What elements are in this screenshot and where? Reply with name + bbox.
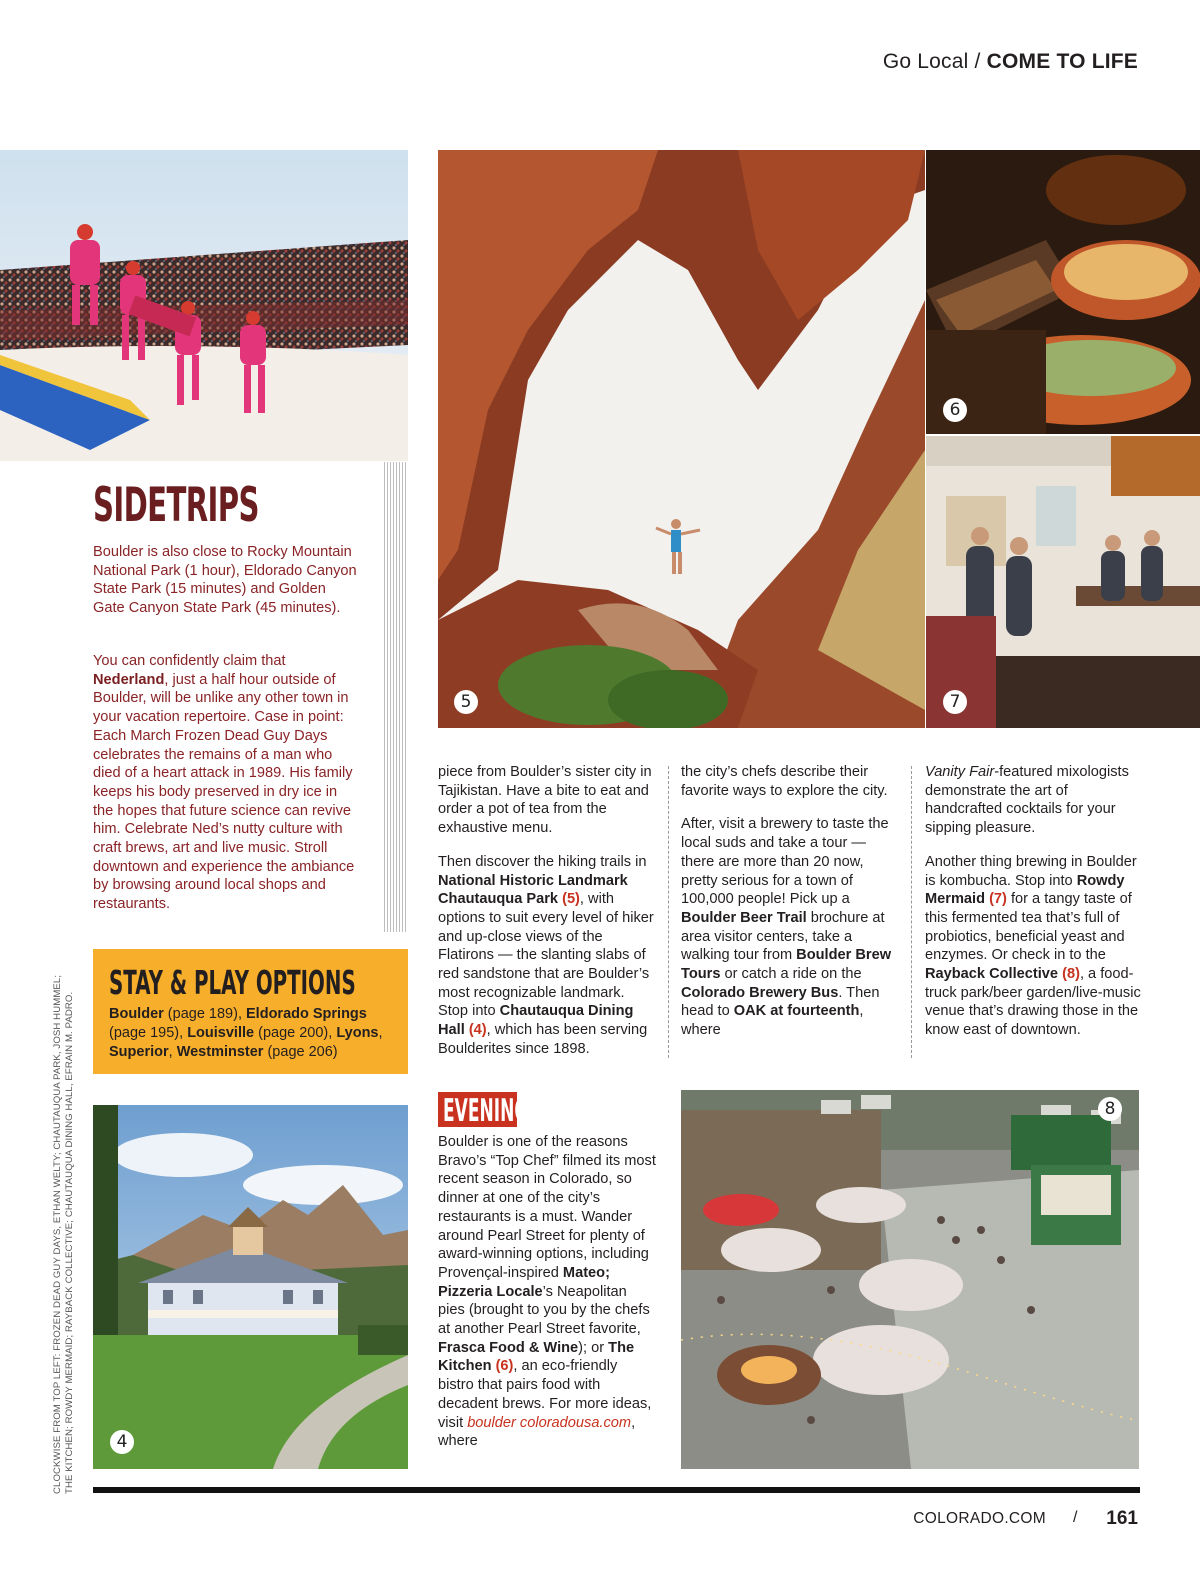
text-run: or catch a ride on the xyxy=(720,966,862,983)
article-column-3 xyxy=(925,763,1143,1055)
boulder-brew-tours-name: Boulder Brew Tours xyxy=(681,947,892,983)
evening-label-box xyxy=(438,1092,529,1129)
stay-play-box xyxy=(93,949,408,1074)
evening-text xyxy=(438,1133,656,1451)
text-run: , which has been serving Boulderites since 1898. xyxy=(438,1022,648,1057)
text-run: ); or xyxy=(578,1339,609,1356)
col1-paragraph-1: piece from Boulder’s sister city in Tajikistan. Have a bite to eat and order a pot of tea from the exhaustive menu. xyxy=(438,764,652,837)
chautauqua-dining-hall-name: Chautauqua Dining Hall xyxy=(438,1003,634,1039)
restaurant-frasca: Frasca Food & Wine xyxy=(438,1339,579,1356)
sidetrips-nearby-parks: Boulder is also close to Rocky Mountain National Park (1 hour), Eldorado Canyon State Park (15 minutes) and Golden Gate Canyon State Park (45 minutes). xyxy=(93,544,357,617)
text-run: , where xyxy=(438,1414,636,1450)
rowdy-mermaid-photo xyxy=(926,436,1200,728)
text-run: , where xyxy=(681,1003,864,1039)
evening-paragraph xyxy=(438,1133,656,1451)
the-kitchen-food-photo xyxy=(926,150,1200,434)
footer-separator: / xyxy=(1073,1509,1078,1526)
col2-paragraph-2 xyxy=(681,815,899,1039)
text-run: After, visit a brewery to taste the local suds and take a tour — there are more than 20 now, pretty serious for a town of 100,000 people! Pick up a xyxy=(681,816,889,908)
text-run: ’s Neapolitan pies (brought to you by the chefs at another Pearl Street favorite, xyxy=(438,1283,650,1338)
oak-at-fourteenth-name: OAK at fourteenth xyxy=(733,1003,860,1020)
sidetrips-heading: SIDETRIPS xyxy=(93,478,259,533)
photo-ref-4: (4) xyxy=(464,1022,487,1039)
stay-play-list xyxy=(109,1005,399,1062)
restaurant-mateo-pizzeria-locale: Mateo; Pizzeria Locale xyxy=(438,1264,610,1300)
town-lyons: Lyons xyxy=(336,1025,379,1041)
town-westminster: Westminster xyxy=(176,1044,264,1060)
col3-paragraph-2 xyxy=(925,853,1143,1040)
colorado-brewery-bus-name: Colorado Brewery Bus xyxy=(681,984,839,1001)
town-superior: Superior xyxy=(109,1044,169,1060)
photo-number-4: 4 xyxy=(110,1430,134,1454)
evening-heading: EVENING xyxy=(443,1093,529,1129)
article-column-1 xyxy=(438,763,656,1074)
text-run: -featured mixologists demonstrate the art of handcrafted cocktails for your sipping pleasure. xyxy=(925,764,1129,837)
page-number: 161 xyxy=(1106,1508,1138,1529)
col1-paragraph-2 xyxy=(438,853,656,1059)
photo-credit: CLOCKWISE FROM TOP LEFT: FROZEN DEAD GUY DAYS, ETHAN WELTY; CHAUTAUQUA PARK, JOSH HUMMEL; THE KITCHEN; ROWDY MERMAID; RAYBACK COLLECTIVE; CHAUTAUQUA DINING HALL, EFRAIN M. PADRO. xyxy=(52,974,75,1494)
photo-ref-6: (6) xyxy=(491,1358,514,1375)
town-eldorado-springs: Eldorado Springs xyxy=(246,1006,367,1022)
vanity-fair-name: Vanity Fair xyxy=(925,764,995,780)
page-ref: (page 200), xyxy=(254,1025,337,1041)
text-run: . Then head to xyxy=(681,984,880,1020)
photo-number-7: 7 xyxy=(943,690,967,714)
footer-rule xyxy=(93,1487,1140,1493)
town-boulder: Boulder xyxy=(109,1006,164,1022)
photo-number-5: 5 xyxy=(454,690,478,714)
footer-website: COLORADO.COM xyxy=(913,1510,1046,1527)
sidetrips-nederland-text xyxy=(93,652,358,914)
chautauqua-dining-hall-photo xyxy=(93,1105,408,1469)
page-ref: (page 189), xyxy=(163,1006,247,1022)
rayback-collective-name: Rayback Collective xyxy=(925,966,1059,983)
col3-paragraph-1 xyxy=(925,763,1143,838)
boulder-beer-trail-name: Boulder Beer Trail xyxy=(681,909,807,926)
frozen-dead-guy-photo xyxy=(0,150,408,461)
column-divider xyxy=(668,766,669,1058)
photo-number-6: 6 xyxy=(943,398,967,422)
text-run: for a tangy taste of this fermented tea that’s full of probiotics, beneficial yeast and enzymes. Or check in to the xyxy=(925,891,1132,964)
text-run: Boulder is one of the reasons Bravo’s “Top Chef” filmed its most recent season in Colorado, so dinner at one of the city’s restaurants is a must. Wander around Pearl Street for plenty of award-winning options, including Provençal-inspired xyxy=(438,1134,656,1281)
text-run: Then discover the hiking trails in xyxy=(438,853,647,870)
website-link[interactable]: boulder coloradousa.com xyxy=(467,1414,632,1431)
stay-play-heading: STAY & PLAY OPTIONS xyxy=(109,963,356,1002)
text-run: , a food-truck park/beer garden/live-music venue that’s drawing those in the know east of downtown. xyxy=(925,966,1141,1039)
header-separator: / xyxy=(974,50,981,73)
rowdy-mermaid-name: Rowdy Mermaid xyxy=(925,872,1125,908)
section-name: Go Local xyxy=(882,50,969,73)
text-run: , with options to suit every level of hiker and up-close views of the Flatirons — the slanting slabs of red sandstone that are Boulder’s most recognizable landmark. Stop into xyxy=(438,891,654,1020)
page-ref: (page 206) xyxy=(263,1044,338,1060)
sidetrips-paragraph-2 xyxy=(93,652,358,914)
nederland-name: Nederland xyxy=(93,671,165,688)
photo-number-8: 8 xyxy=(1098,1097,1122,1121)
text-run: brochure at area visitor centers, take a walking tour from xyxy=(681,909,885,964)
list-separator: , xyxy=(378,1025,383,1041)
list-separator: , xyxy=(168,1044,177,1060)
section-title: COME TO LIFE xyxy=(986,50,1138,73)
article-column-2 xyxy=(681,763,899,1055)
town-louisville: Louisville xyxy=(187,1025,255,1041)
sidetrips-nederland-body: , just a half hour outside of Boulder, will be unlike any other town in your vacation repertoire. Case in point: Each March Frozen Dead Guy Days celebrates the remains of a man who died of a heart attack in 1989. His family keeps his body preserved in dry ice in the hopes that future science can revive him. Celebrate Ned’s nutty culture with craft brews, art and live music. Stroll downtown and experience the ambiance by browsing around local shops and restaurants. xyxy=(93,671,355,913)
sidetrips-paragraph-1 xyxy=(93,543,358,618)
sidetrips-intro: You can confidently claim that xyxy=(93,653,286,669)
photo-ref-8: (8) xyxy=(1058,966,1080,983)
text-run: , an eco-friendly bistro that pairs food with decadent brews. For more ideas, visit xyxy=(438,1358,652,1431)
photo-ref-7: (7) xyxy=(985,891,1007,908)
chautauqua-park-name: National Historic Landmark Chautauqua Park xyxy=(438,872,628,908)
rayback-collective-photo xyxy=(681,1090,1139,1469)
page-header xyxy=(883,50,1138,74)
decorative-dotted-bar xyxy=(384,462,408,932)
photo-ref-5: (5) xyxy=(558,891,580,908)
page-ref: (page 195), xyxy=(109,1025,188,1041)
restaurant-the-kitchen: The Kitchen xyxy=(438,1339,635,1375)
text-run: Another thing brewing in Boulder is kombucha. Stop into xyxy=(925,853,1137,889)
column-divider xyxy=(911,766,912,1058)
chautauqua-park-photo xyxy=(438,150,925,728)
col2-paragraph-1: the city’s chefs describe their favorite ways to explore the city. xyxy=(681,764,888,799)
